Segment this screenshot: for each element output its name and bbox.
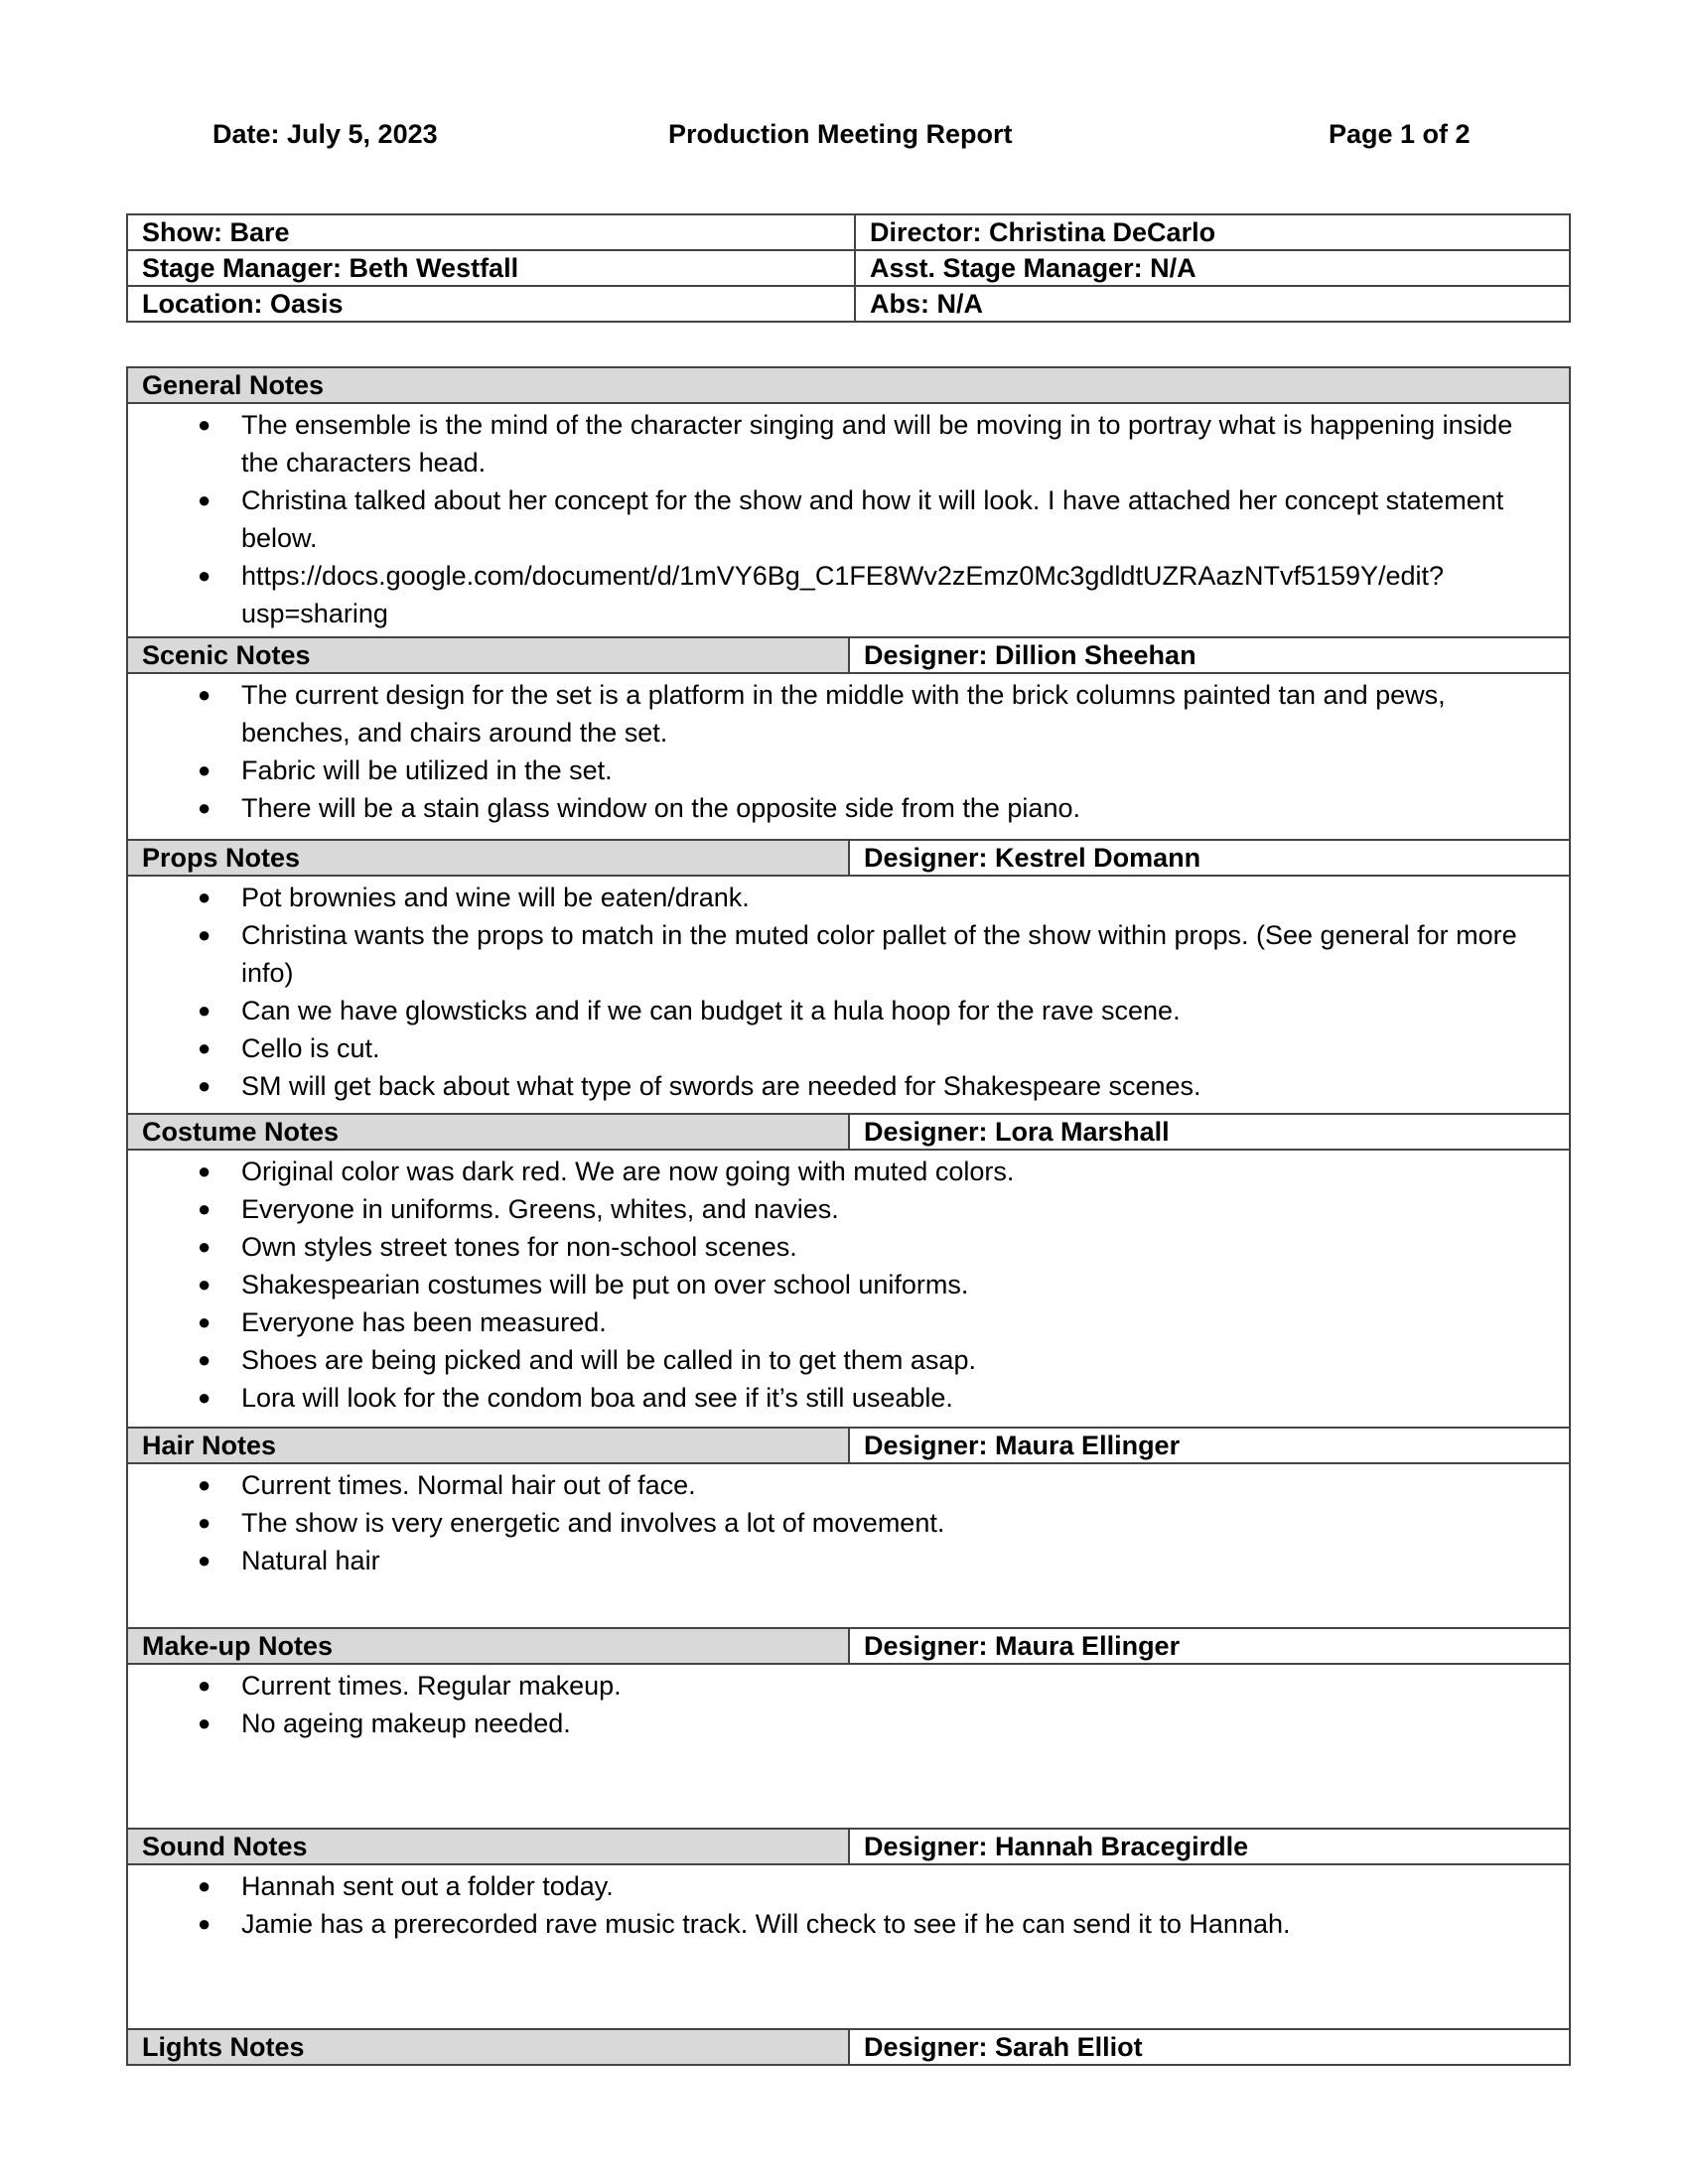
props-notes-list xyxy=(142,879,1555,1105)
list-item: ● Current times. Regular makeup. xyxy=(198,1671,622,1701)
list-item: ● https://docs.google.com/document/d/1mVY6Bg_C1FE8Wv2zEmz0Mc3gdldtUZRAazNTvf5159Y/edit?usp=sharing xyxy=(198,561,1445,628)
hair-notes-list xyxy=(142,1466,1555,1579)
props-notes-body xyxy=(127,876,1570,1114)
list-item: ● Lora will look for the condom boa and see if it’s still useable. xyxy=(198,1383,953,1413)
list-item: ● Fabric will be utilized in the set. xyxy=(198,755,613,785)
makeup-designer: Designer: Maura Ellinger xyxy=(849,1628,1570,1664)
report-date: Date: July 5, 2023 xyxy=(212,119,438,149)
list-item: ● Current times. Normal hair out of face. xyxy=(198,1470,696,1500)
scenic-designer: Designer: Dillion Sheehan xyxy=(849,637,1570,673)
list-item: ● The ensemble is the mind of the character singing and will be moving in to portray what is happening inside the characters head. xyxy=(198,410,1513,478)
list-item: ● Pot brownies and wine will be eaten/drank. xyxy=(198,883,750,912)
list-item: ● Everyone has been measured. xyxy=(198,1307,607,1337)
sound-notes-heading: Sound Notes xyxy=(127,1829,849,1864)
list-item: ● The show is very energetic and involves a lot of movement. xyxy=(198,1508,945,1538)
costume-notes-body xyxy=(127,1150,1570,1428)
list-item: ● Own styles street tones for non-school scenes. xyxy=(198,1232,797,1262)
general-notes-body xyxy=(127,403,1570,637)
list-item: ● Hannah sent out a folder today. xyxy=(198,1871,614,1901)
list-item: ● There will be a stain glass window on the opposite side from the piano. xyxy=(198,793,1080,823)
list-item: ● Christina talked about her concept for the show and how it will look. I have attached her concept statement below. xyxy=(198,485,1504,553)
list-item: ● Everyone in uniforms. Greens, whites, and navies. xyxy=(198,1194,839,1224)
list-item: ● Shoes are being picked and will be called in to get them asap. xyxy=(198,1345,976,1375)
list-item: ● Can we have glowsticks and if we can budget it a hula hoop for the rave scene. xyxy=(198,996,1181,1025)
lights-designer: Designer: Sarah Elliot xyxy=(849,2029,1570,2065)
costume-designer: Designer: Lora Marshall xyxy=(849,1114,1570,1150)
stage-manager: Stage Manager: Beth Westfall xyxy=(127,250,855,286)
sound-designer: Designer: Hannah Bracegirdle xyxy=(849,1829,1570,1864)
director: Director: Christina DeCarlo xyxy=(855,214,1570,250)
asst-stage-manager: Asst. Stage Manager: N/A xyxy=(855,250,1570,286)
makeup-notes-heading: Make-up Notes xyxy=(127,1628,849,1664)
page-header xyxy=(0,119,1688,159)
hair-notes-heading: Hair Notes xyxy=(127,1428,849,1463)
list-item: ● SM will get back about what type of swords are needed for Shakespeare scenes. xyxy=(198,1071,1201,1101)
sound-notes-list xyxy=(142,1867,1555,1943)
list-item: ● Shakespearian costumes will be put on over school uniforms. xyxy=(198,1270,969,1299)
costume-notes-list xyxy=(142,1153,1555,1417)
lights-notes-heading: Lights Notes xyxy=(127,2029,849,2065)
scenic-notes-list xyxy=(142,676,1555,827)
list-item: ● Original color was dark red. We are now going with muted colors. xyxy=(198,1157,1015,1186)
show-info-table xyxy=(126,213,1571,323)
props-designer: Designer: Kestrel Domann xyxy=(849,840,1570,876)
general-notes-list xyxy=(142,406,1555,632)
list-item: ● Christina wants the props to match in the muted color pallet of the show within props. (See general for more info) xyxy=(198,920,1517,988)
general-notes-heading: General Notes xyxy=(127,367,1570,403)
page-number: Page 1 of 2 xyxy=(1329,119,1471,149)
list-item: ● Natural hair xyxy=(198,1546,380,1575)
list-item: ● Cello is cut. xyxy=(198,1033,380,1063)
makeup-notes-list xyxy=(142,1667,1555,1742)
hair-designer: Designer: Maura Ellinger xyxy=(849,1428,1570,1463)
list-item: ● No ageing makeup needed. xyxy=(198,1708,571,1738)
costume-notes-heading: Costume Notes xyxy=(127,1114,849,1150)
scenic-notes-body xyxy=(127,673,1570,840)
sound-notes-body xyxy=(127,1864,1570,2029)
scenic-notes-heading: Scenic Notes xyxy=(127,637,849,673)
notes-table xyxy=(126,366,1571,2066)
absences: Abs: N/A xyxy=(855,286,1570,322)
props-notes-heading: Props Notes xyxy=(127,840,849,876)
report-title: Production Meeting Report xyxy=(668,119,1013,149)
makeup-notes-body xyxy=(127,1664,1570,1829)
list-item: ● Jamie has a prerecorded rave music track. Will check to see if he can send it to Hannah. xyxy=(198,1909,1291,1939)
hair-notes-body xyxy=(127,1463,1570,1628)
show-name: Show: Bare xyxy=(127,214,855,250)
location: Location: Oasis xyxy=(127,286,855,322)
list-item: ● The current design for the set is a platform in the middle with the brick columns painted tan and pews, benches, and chairs around the set. xyxy=(198,680,1446,748)
concept-statement-link[interactable]: https://docs.google.com/document/d/1mVY6Bg_C1FE8Wv2zEmz0Mc3gdldtUZRAazNTvf5159Y/edit?usp=sharing xyxy=(241,561,1445,628)
